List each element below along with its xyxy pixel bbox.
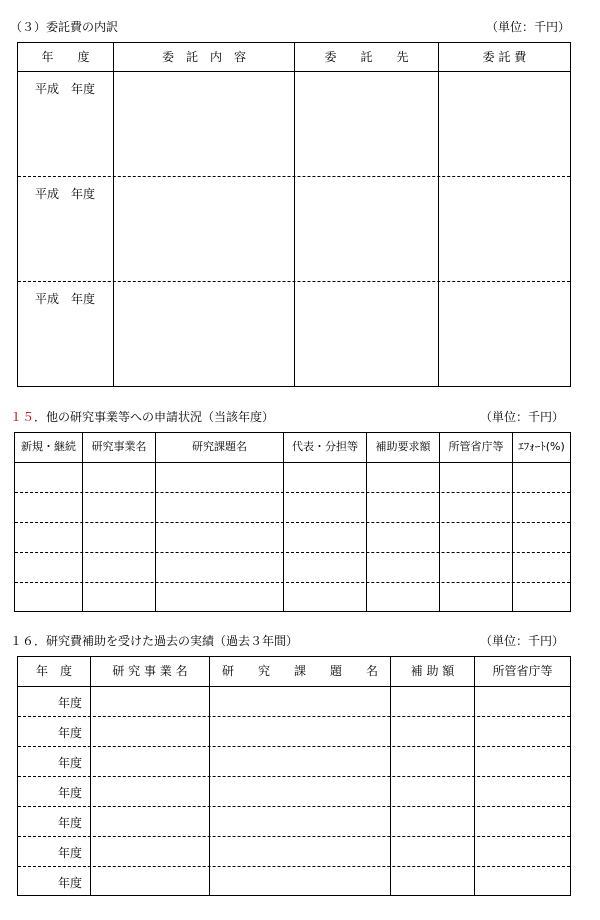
row-year-label: 年度 — [58, 756, 83, 770]
section3-title: （３）委託費の内訳 — [10, 20, 119, 34]
header-research-topic: 研究課題名 — [192, 440, 247, 453]
column-divider — [294, 43, 295, 386]
section16-unit: （単位：千円） — [480, 634, 565, 648]
row-year-label: 年度 — [58, 846, 83, 860]
header-ministry: 所管省庁等 — [448, 440, 504, 453]
header-year: 年 度 — [35, 664, 72, 678]
row-separator — [18, 716, 570, 717]
row-year-label: 年度 — [58, 726, 83, 740]
header-commission-content: 委 託 内 容 — [161, 50, 246, 64]
header-ministry: 所管省庁等 — [492, 664, 553, 678]
row-separator — [15, 552, 570, 553]
row-separator — [18, 866, 570, 867]
header-grant-amount: 補 助 額 — [410, 664, 455, 678]
row-year-label: 年度 — [58, 816, 83, 830]
header-research-program: 研究事業名 — [91, 440, 147, 453]
section15-number: １５ — [10, 410, 35, 424]
row-separator — [18, 776, 570, 777]
past-grants-table — [17, 656, 571, 896]
header-requested-amount: 補助要求額 — [375, 440, 431, 453]
row-separator — [15, 492, 570, 493]
header-research-program: 研 究 事 業 名 — [112, 664, 188, 678]
row-separator — [18, 836, 570, 837]
column-divider — [438, 43, 439, 386]
commission-cost-table — [17, 42, 571, 387]
header-commission-party: 委 託 先 — [324, 50, 409, 64]
header-separator — [15, 462, 570, 463]
row-separator — [15, 582, 570, 583]
header-year: 年 度 — [41, 50, 90, 64]
row-separator — [18, 176, 570, 177]
section3-unit: （単位：千円） — [486, 20, 571, 34]
row-separator — [18, 746, 570, 747]
section16-title: １６．研究費補助を受けた過去の実績（過去３年間） — [10, 634, 299, 648]
row-year-label: 年度 — [58, 876, 83, 890]
header-research-topic: 研 究 課 題 名 — [221, 664, 378, 678]
row-separator — [18, 281, 570, 282]
header-separator — [18, 686, 570, 687]
header-role: 代表・分担等 — [292, 440, 358, 453]
column-divider — [113, 43, 114, 386]
row-year-label: 年度 — [58, 696, 83, 710]
row-separator — [18, 806, 570, 807]
row-separator — [15, 522, 570, 523]
row-year-label: 平成 年度 — [35, 82, 96, 96]
header-effort: ｴﾌｫｰﾄ(%) — [518, 440, 565, 453]
section15-title — [10, 410, 274, 424]
section15-unit: （単位：千円） — [480, 410, 565, 424]
row-year-label: 年度 — [58, 786, 83, 800]
section15-title-text: ．他の研究事業等への申請状況（当該年度） — [34, 410, 275, 424]
row-year-label: 平成 年度 — [35, 292, 96, 306]
other-applications-table — [14, 432, 571, 612]
header-commission-cost: 委 託 費 — [482, 50, 527, 64]
row-year-label: 平成 年度 — [35, 187, 96, 201]
header-separator — [18, 71, 570, 72]
header-new-continuing: 新規・継続 — [21, 440, 76, 453]
